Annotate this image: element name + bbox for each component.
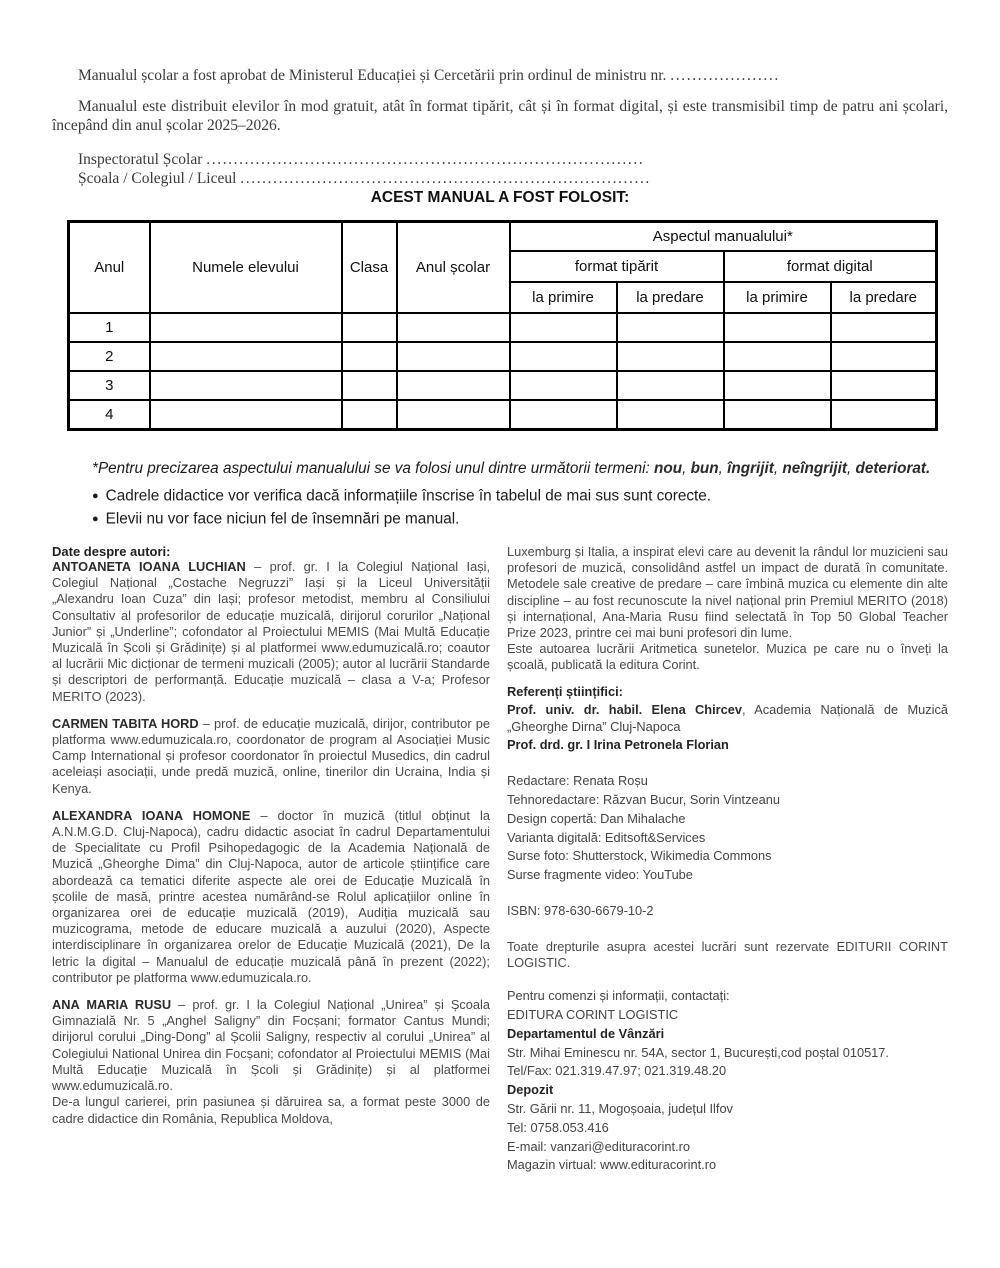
empty-cell xyxy=(617,313,724,342)
row-number: 4 xyxy=(69,400,150,430)
col-header-format-tiparit: format tipărit xyxy=(510,251,724,282)
sales-address: Str. Mihai Eminescu nr. 54A, sector 1, București,cod poștal 010517. xyxy=(507,1044,889,1060)
credit-line: Varianta digitală: Editsoft&Services xyxy=(507,829,706,845)
empty-cell xyxy=(831,342,937,371)
row-number: 3 xyxy=(69,371,150,400)
empty-cell xyxy=(342,313,397,342)
col-header-an-scolar: Anul școlar xyxy=(397,222,510,314)
empty-cell xyxy=(831,400,937,430)
row-number: 1 xyxy=(69,313,150,342)
empty-cell xyxy=(510,400,617,430)
col-header-la-primire-tiparit: la primire xyxy=(510,282,617,313)
author-bio xyxy=(52,808,490,986)
author-text: – prof. gr. I la Colegiul Național Iași, Colegiul Național „Costache Negruzzi” Iași și la Liceul Universității „Alexandru Ioan Cuza” din Iași; profesor metodist, membru al Consiliului Consultativ al profesorilor de educație muzicală, dirijorul corurilor „Național Junior” și „Underline”; cofondator al Proiectului MEMIS (Mai Multă Educație Muzicală în Școli și Grădinițe) și al platformei www.edumuzicală.ro; coautor al lucrării Mic dicționar de termeni muzicali (2005); autor al lucrării Standarde și descriptori de performanță. Educație muzicală – clasa a V-a; Profesor MERITO (2023). xyxy=(52,559,491,704)
credit-line: Surse fragmente video: YouTube xyxy=(507,867,693,883)
distribution-paragraph: Manualul este distribuit elevilor în mod gratuit, atât în format tipărit, cât și în format digital, și este transmisibil timp de patru ani școlari, începând din anul școlar 2025–2026. xyxy=(52,97,948,134)
approval-paragraph xyxy=(52,66,948,86)
contact-intro: Pentru comenzi și informații, contactați: xyxy=(507,988,730,1004)
empty-cell xyxy=(724,342,831,371)
publisher-column xyxy=(507,544,948,1176)
author-bio xyxy=(52,716,490,797)
sales-department-heading: Departamentul de Vânzări xyxy=(507,1025,665,1041)
col-header-anul: Anul xyxy=(69,222,150,314)
approval-dotted-line: .................... xyxy=(670,67,780,84)
school-label: Școala / Colegiul / Liceul xyxy=(78,170,241,187)
col-header-la-primire-digital: la primire xyxy=(724,282,831,313)
table-row xyxy=(69,400,937,430)
col-header-aspect: Aspectul manualului* xyxy=(510,222,937,252)
empty-cell xyxy=(397,313,510,342)
referent-affiliation: , Academia Națională de Muzică „Gheorghe Dirna” Cluj-Napoca xyxy=(507,702,948,734)
empty-cell xyxy=(150,342,342,371)
col-header-clasa: Clasa xyxy=(342,222,397,314)
empty-cell xyxy=(510,371,617,400)
empty-cell xyxy=(397,342,510,371)
empty-cell xyxy=(150,313,342,342)
sales-phone: Tel/Fax: 021.319.47.97; 021.319.48.20 xyxy=(507,1063,727,1079)
webshop-line: Magazin virtual: www.edituracorint.ro xyxy=(507,1157,717,1173)
spacer xyxy=(507,886,948,903)
publisher-name: EDITURA CORINT LOGISTIC xyxy=(507,1007,679,1022)
authors-column xyxy=(52,544,490,1176)
empty-cell xyxy=(510,342,617,371)
empty-cell xyxy=(617,371,724,400)
school-dotted-line: ........................................................................... xyxy=(240,170,651,187)
table-row xyxy=(69,313,937,342)
credit-line: Design copertă: Dan Mihalache xyxy=(507,810,686,826)
school-line xyxy=(52,169,948,189)
spacer xyxy=(507,971,948,988)
author-name: ALEXANDRA IOANA HOMONE xyxy=(52,807,251,823)
isbn-line: ISBN: 978-630-6679-10-2 xyxy=(507,903,654,918)
empty-cell xyxy=(510,313,617,342)
inspectorate-label: Inspectoratul Școlar xyxy=(78,150,207,168)
empty-cell xyxy=(724,313,831,342)
empty-cell xyxy=(342,400,397,430)
usage-table-title: ACEST MANUAL A FOST FOLOSIT: xyxy=(370,189,630,206)
col-header-la-predare-digital: la predare xyxy=(831,282,937,313)
empty-cell xyxy=(342,371,397,400)
empty-cell xyxy=(342,342,397,371)
list-item: ● Cadrele didactice vor verifica dacă informațiile înscrise în tabelul de mai sus sunt corecte. xyxy=(92,485,948,508)
depot-address: Str. Gării nr. 11, Mogoșoaia, județul Ilfov xyxy=(507,1100,733,1116)
credit-line: Surse foto: Shutterstock, Wikimedia Commons xyxy=(507,848,772,864)
referent-entry: Prof. drd. gr. I Irina Petronela Florian xyxy=(507,737,729,753)
author-bio-continuation: De-a lungul carierei, prin pasiunea și dăruirea sa, a format peste 3000 de cadre didactice din România, Republica Moldova, xyxy=(52,1094,490,1126)
approval-text: Manualul școlar a fost aprobat de Ministerul Educației și Cercetării prin ordinul de ministru nr. xyxy=(78,67,671,84)
author-name: CARMEN TABITA HORD xyxy=(52,715,199,731)
book-credit: Este autoarea lucrării Aritmetica sunetelor. Muzica pe care nu o înveți la școală, publicată la editura Corint. xyxy=(507,641,948,673)
spacer xyxy=(507,756,948,773)
author-text: – prof. gr. I la Colegiul Național „Unirea” și Școala Gimnazială Nr. 5 „Anghel Saligny” din Focșani; formator Cantus Mundi; dirijorul corului „Ding-Dong” al Școlii Saligny, respectiv al corului „Unirea” al Colegiului National Unirea din Focșani; cofondator al Proiectului MEMIS (Mai Multă Educație Muzicală în Școli și Grădinițe) și al platformei www.edumuzicală.ro. xyxy=(52,997,490,1094)
info-columns xyxy=(52,544,948,1176)
aspect-note: *Pentru precizarea aspectului manualului se va folosi unul dintre următorii termeni: nou, bun, îngrijit, neîngrijit, deteriorat. xyxy=(92,460,931,478)
referents-heading: Referenți științifici: xyxy=(507,683,623,699)
spacer xyxy=(507,922,948,939)
empty-cell xyxy=(831,371,937,400)
author-bio xyxy=(52,997,490,1094)
empty-cell xyxy=(617,400,724,430)
rules-list xyxy=(92,485,948,531)
rights-notice: Toate drepturile asupra acestei lucrări sunt rezervate EDITURII CORINT LOGISTIC. xyxy=(507,938,948,970)
credit-line: Redactare: Renata Roșu xyxy=(507,773,648,789)
author-name: ANTOANETA IOANA LUCHIAN xyxy=(52,559,246,574)
empty-cell xyxy=(397,371,510,400)
referent-entry xyxy=(507,702,948,734)
empty-cell xyxy=(397,400,510,430)
empty-cell xyxy=(150,371,342,400)
col-header-la-predare-tiparit: la predare xyxy=(617,282,724,313)
authors-heading: Date despre autori: xyxy=(52,544,171,559)
referent-name: Prof. univ. dr. habil. Elena Chircev xyxy=(507,702,742,718)
email-line: E-mail: vanzari@edituracorint.ro xyxy=(507,1138,690,1154)
col-header-nume: Numele elevului xyxy=(150,222,342,314)
depot-phone: Tel: 0758.053.416 xyxy=(507,1119,609,1135)
col-header-format-digital: format digital xyxy=(724,251,937,282)
author-text: – doctor în muzică (titlul obținut la A.N.M.G.D. Cluj-Napoca), cadru didactic asociat în cadrul Departamentului de Specialitate cu Profil Psihopedagogic de la Academia Națională de Muzică „Gheorghe Dima” din Cluj-Napoca, autor de articole științifice care abordează ca tematici diferite aspecte ale orei de Educație Muzicală în școlile de masă, printre acestea numărând-se Rolul aplicațiilor online în organizarea orei de educație muzicală (2019), Audiția muzicală sau muzicograma, metode de educare muzicală a auzului (2020), Aspecte interdisciplinare în organizarea orelor de Educație Muzicală (2021), De la letric la digital – Manualul de educație muzicală până în prezent (2022); contributor pe platforma www.edumuzicala.ro. xyxy=(52,807,490,985)
inspectorate-dotted-line: ................................................................................ xyxy=(206,150,645,168)
author-name: ANA MARIA RUSU xyxy=(52,997,172,1013)
empty-cell xyxy=(150,400,342,430)
table-row xyxy=(69,371,937,400)
bio-continuation: Luxemburg și Italia, a inspirat elevi care au devenit la rândul lor muzicieni sau profesori de muzică, consolidând astfel un impact de durată în comunitate. Metodele sale creative de predare – care îmbină muzica cu elemente din alte discipline – au fost recunoscute la nivel național prin Premiul MERITO (2018) și internațional, Ana-Maria Rusu fiind selectată în Top 50 Global Teacher Prize 2023, printre cei mai buni profesori din lume. xyxy=(507,544,948,641)
inspectorate-line xyxy=(52,150,948,170)
depot-heading: Depozit xyxy=(507,1082,554,1098)
empty-cell xyxy=(724,400,831,430)
author-text: – prof. de educație muzicală, dirijor, contributor pe platforma www.edumuzicala.ro, coordonator de program al Asociației Music Camp International și profesor coordonator în proiectul Musedics, din cadrul aceleiași asociații, unde predă muzică, online, tinerilor din Ucraina, India și Kenya. xyxy=(52,715,490,796)
table-row xyxy=(69,342,937,371)
empty-cell xyxy=(831,313,937,342)
usage-table xyxy=(67,220,938,431)
author-bio xyxy=(52,559,490,705)
empty-cell xyxy=(617,342,724,371)
list-item: ● Elevii nu vor face niciun fel de însemnări pe manual. xyxy=(92,508,948,531)
top-block xyxy=(52,66,948,189)
row-number: 2 xyxy=(69,342,150,371)
credit-line: Tehnoredactare: Răzvan Bucur, Sorin Vintzeanu xyxy=(507,792,780,808)
empty-cell xyxy=(724,371,831,400)
